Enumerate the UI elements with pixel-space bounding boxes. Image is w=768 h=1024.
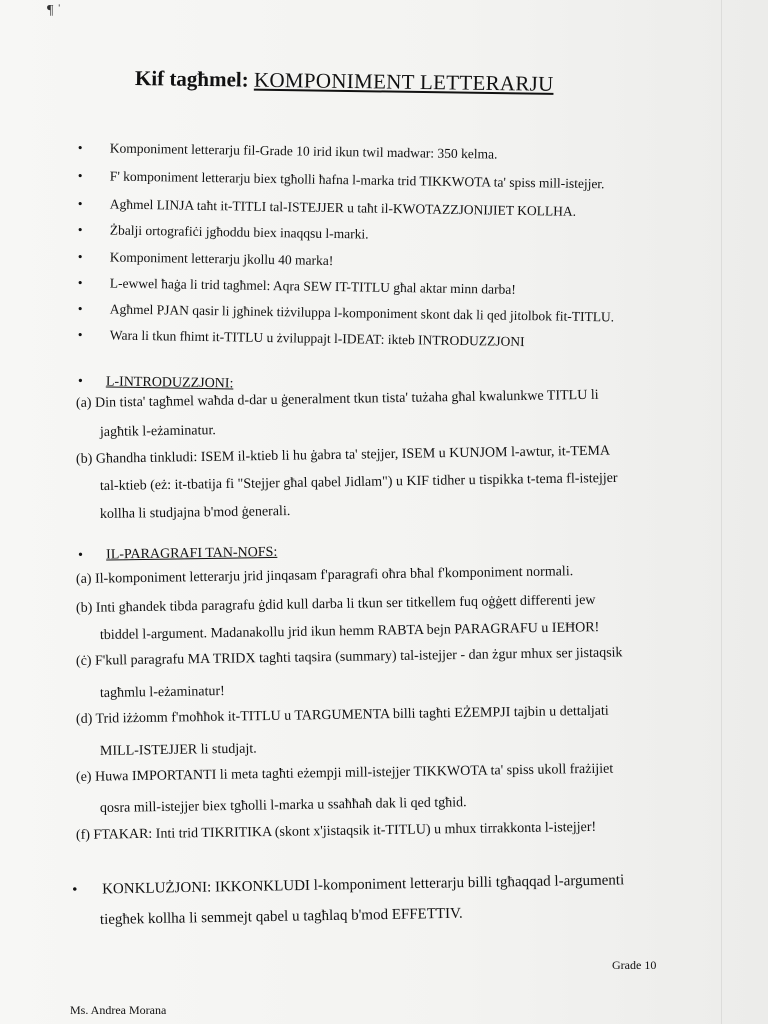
list-item: • Komponiment letterarju jkollu 40 marka! [77, 249, 334, 269]
intro-line: jagħtik l-eżaminatur. [99, 423, 216, 440]
bullet-text: Komponiment letterarju fil-Grade 10 irid ikun twil madwar: 350 kelma. [109, 140, 498, 162]
paragrafi-line: tagħmlu l-eżaminatur! [99, 684, 225, 701]
list-item: • Agħmel PJAN qasir li jgħinek tiżviluppa l-komponiment skont dak li qed jitolbok fit-TITLU. [77, 301, 615, 325]
bullet-text: Komponiment letterarju jkollu 40 marka! [109, 249, 334, 269]
konkluzjoni-line: tiegħek kollha li semmejt qabel u tagħlaq b'mod EFFETTIV. [99, 905, 463, 928]
page-edge [721, 0, 722, 1024]
paragrafi-line: (a) Il-komponiment letterarju jrid jinqasam f'paragrafi oħra bħal f'komponiment normali. [75, 564, 574, 587]
paragrafi-line: (e) Huwa IMPORTANTI li meta tagħti eżempji mill-istejjer TIKKWOTA ta' spiss ukoll frażijiet [75, 761, 614, 785]
intro-line: (a) Din tista' tagħmel waħda d-dar u ġeneralment tkun tista' tużaha għal kwalunkwe TITLU li [75, 387, 599, 411]
bullet-text: Agħmel LINJA taħt it-TITLI tal-ISTEJJER u taħt il-KWOTAZZJONIJIET KOLLHA. [109, 196, 577, 219]
intro-line: tal-ktieb (eż: it-tbatija fi "Stejjer għal qabel Jidlam") u KIF tidher u tispikka t-tema fl-istejjer [99, 470, 618, 494]
title-prefix: Kif tagħmel: [134, 66, 255, 92]
paragrafi-line: qosra mill-istejjer biex tgħolli l-marka u ssaħħaħ dak li qed tgħid. [99, 795, 467, 816]
bullet-text: F' komponiment letterarju biex tgħolli ħafna l-marka trid TIKKWOTA ta' spiss mill-istejjer. [109, 168, 605, 192]
list-item: • Żbalji ortografiċi jgħoddu biex inaqqsu l-marki. [77, 222, 369, 242]
bullet-text: Agħmel PJAN qasir li jgħinek tiżviluppa l-komponiment skont dak li qed jitolbok fit-TITLU. [109, 301, 615, 325]
corner-mark: ¶ ˈ [47, 3, 62, 18]
list-item: • L-ewwel ħaġa li trid tagħmel: Aqra SEW IT-TITLU għal aktar minn darba! [77, 275, 516, 297]
paragrafi-line: MILL-ISTEJJER li studjajt. [99, 741, 257, 759]
list-item: • Wara li tkun fhimt it-TITLU u żviluppajt l-IDEAT: ikteb INTRODUZZJONI [77, 327, 525, 350]
paragrafi-line: (d) Trid iżżomm f'moħħok it-TITLU u TARGUMENTA billi tagħti EŻEMPJI tajbin u dettaljati [75, 703, 609, 727]
bullet-text: Wara li tkun fhimt it-TITLU u żviluppajt l-IDEAT: ikteb INTRODUZZJONI [109, 327, 525, 350]
title-main: KOMPONIMENT LETTERARJU [253, 67, 554, 96]
intro-line: (b) Għandha tinkludi: ISEM il-ktieb li hu ġabra ta' stejjer, ISEM u KUNJOM l-awtur, it-TEMA [75, 443, 611, 467]
paragrafi-line: (f) FTAKAR: Inti trid TIKRITIKA (skont x'jistaqsik it-TITLU) u mhux tirrakkonta l-istejjer! [75, 819, 597, 843]
list-item: • Agħmel LINJA taħt it-TITLI tal-ISTEJJER u taħt il-KWOTAZZJONIJIET KOLLHA. [77, 196, 577, 219]
bullet-text: L-ewwel ħaġa li trid tagħmel: Aqra SEW IT-TITLU għal aktar minn darba! [109, 275, 516, 297]
paragrafi-line: tbiddel l-argument. Madanakollu jrid ikun hemm RABTA bejn PARAGRAFU u IEĦOR! [99, 620, 600, 643]
list-item: • Komponiment letterarju fil-Grade 10 irid ikun twil madwar: 350 kelma. [77, 140, 498, 162]
author-name: Ms. Andrea Morana [70, 1003, 167, 1017]
list-item: • F' komponiment letterarju biex tgħolli ħafna l-marka trid TIKKWOTA ta' spiss mill-istejjer. [77, 168, 605, 192]
document-page: ¶ ˈ Kif tagħmel: KOMPONIMENT LETTERARJU • Komponiment letterarju fil-Grade 10 irid ikun twil madwar: 350 kelma. • F' komponiment letterarju biex tgħolli ħafna l-marka trid TIKKWOTA ta' spiss mill-istejjer. • Agħmel LINJA taħt it-TITLI tal-ISTEJJER u taħt il-KWOTAZZJONIJIET KOLLHA. • Żbalji ortografiċi jgħoddu biex inaqqsu l-marki. • Komponiment letterarju jkollu 40 marka! • L-ewwel ħaġa li trid tagħmel: Aqra SEW IT-TITLU għal aktar minn darba! • Agħmel PJAN qasir li jgħinek tiżviluppa l-komponiment skont dak li qed jitolbok fit-TITLU. • Wara li tkun fhimt it-TITLU u żviluppajt l-IDEAT: ikteb INTRODUZZJONI • L-INTRODUZZJONI: (a) Din tista' tagħmel waħda d-dar u ġeneralment tkun tista' tużaha għal kwalunkwe TITLU li jagħtik l-eżaminatur. (b) Għandha tinkludi: ISEM il-ktieb li hu ġabra ta' stejjer, ISEM u KUNJOM l-awtur, it-TEMA tal-ktieb (eż: it-tbatija fi "Stejjer għal qabel Jidlam") u KIF tidher u tispikka t-tema fl-istejjer kollha li studjajna b'mod ġenerali. • IL-PARAGRAFI TAN-NOFS: (a) Il-komponiment letterarju jrid jinqasam f'paragrafi oħra bħal f'komponiment normali. (b) Inti għandek tibda paragrafu ġdid kull darba li tkun ser titkellem fuq oġġett differenti jew tbiddel l-argument. Madanakollu jrid ikun hemm RABTA bejn PARAGRAFU u IEĦOR! (ċ) F'kull paragrafu MA TRIDX tagħti taqsira (summary) tal-istejjer - dan żgur mhux ser jistaqsik tagħmlu l-eżaminatur! (d) Trid iżżomm f'moħħok it-TITLU u TARGUMENTA billi tagħti EŻEMPJI tajbin u dettaljati MILL-ISTEJJER li studjajt. (e) Huwa IMPORTANTI li meta tagħti eżempji mill-istejjer TIKKWOTA ta' spiss ukoll frażijiet qosra mill-istejjer biex tgħolli l-marka u ssaħħaħ dak li qed tgħid. (f) FTAKAR: Inti trid TIKRITIKA (skont x'jistaqsik it-TITLU) u mhux tirrakkonta l-istejjer! • KONKLUŻJONI: IKKONKLUDI l-komponiment letterarju billi tgħaqqad l-argumenti tiegħek kollha li semmejt qabel u tagħlaq b'mod EFFETTIV. Grade 10 Ms. Andrea Morana [0, 0, 768, 1024]
grade-label: Grade 10 [612, 958, 657, 972]
bullet-text: Żbalji ortografiċi jgħoddu biex inaqqsu l-marki. [109, 222, 369, 242]
paragrafi-line: (b) Inti għandek tibda paragrafu ġdid kull darba li tkun ser titkellem fuq oġġett differenti jew [75, 592, 596, 616]
paragrafi-line: (ċ) F'kull paragrafu MA TRIDX tagħti taqsira (summary) tal-istejjer - dan żgur mhux ser jistaqsik [75, 645, 623, 669]
intro-line: kollha li studjajna b'mod ġenerali. [99, 504, 291, 522]
page-title [135, 66, 554, 97]
